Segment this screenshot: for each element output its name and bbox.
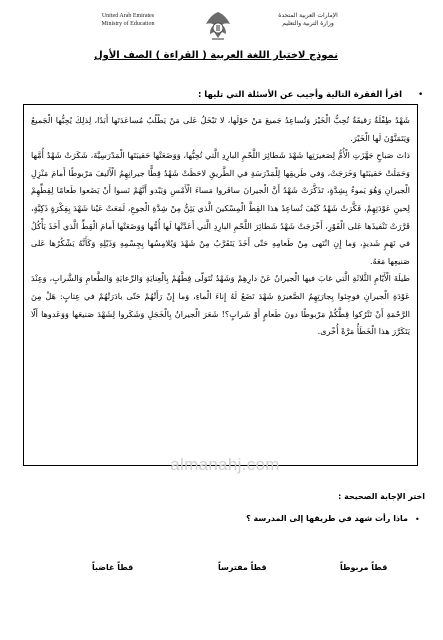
ministry-ar-line2: وزارة التربية والتعليم <box>282 20 334 27</box>
exam-title: نموذج لاختبار اللغة العربية ( القراءة ) الصف الأول <box>93 50 339 61</box>
ministry-name-arabic <box>262 12 354 28</box>
question-bullet-icon: • <box>415 515 420 524</box>
passage-paragraph-1: شَهْدُ طِفْلَةٌ رَقيقَةٌ تُحِبُّ الْخَيْرَ وَتُساعِدُ جَميعَ مَنْ حَوْلَها، لا تَبْخَلُ عَلى مَنْ يَطْلُبُ مُساعَدَتَها أَبَدًا، لِذلِكَ يُحِبُّها الْجَميعُ وَيَتَمَنَّوْنَ لَها الْخَيْرَ. <box>31 115 410 143</box>
instruction-bullet-icon: • <box>418 90 424 100</box>
reading-instruction: اقرأ الفقرة التالية وأجيب عن الأسئلة التي تليها : <box>197 90 402 100</box>
answer-option-2[interactable]: قطاً مفترساً <box>218 563 267 572</box>
answer-option-1[interactable]: قطاً مربوطاً <box>340 563 388 572</box>
question-1: ماذا رأت شهد في طريقها إلى المدرسة ؟ <box>246 514 408 523</box>
passage-paragraph-2: ذاتَ صَباحٍ جَهَّزَتِ الْأُمُّ لِصَغيرَتِها شَهْدَ شَطائِرَ اللَّحْمِ البارِدِ الَّتي تُحِبُّها، وَوَضَعَتْها حَقيبَتَها الْمَدْرَسِيَّةَ، شَكَرَتْ شَهْدُ أُمَّها وَحَمَلَتْ حَقيبَتَها وَخَرَجَتْ، وَفي طَريقِها لِلْمَدْرَسَةِ في الطَّريقِ لاحَظَتْ شَهْدُ قِطًّا جيرانِهِمُ الْأَليفَ مَرْبوطًا أَمامَ مَنْزِلِ الْجيرانِ وَهُوَ يَموءُ بِشِدَّةٍ، تَذَكَّرَتْ شَهْدُ أَنَّ الْجيرانَ سافَروا مَساءَ الْأَمْسِ وَيَبْدو أَنَّهُمْ نَسوا أَنْ يَضَعوا طَعامًا لِقِطِّهِمْ لِحينِ عَوْدَتِهِمْ، فَكَّرَتْ شَهْدُ كَيْفَ تُساعِدُ هذا القِطَّ الْمِسْكينَ الَّذي يَئِنُّ مِنْ شِدَّةِ الْجوعِ، لَمَعَتْ عَيْنا شَهْدَ بِفِكْرَةٍ ذَكِيَّةٍ، قَرَّرَتْ تَنْفيذَها عَلى الْفَوْرِ، أَخْرَجَتْ شَهْدُ شَطائِرَ اللَّحْمِ البارِدِ الَّتي أَعَدَّتْها لَها أُمُّها وَوَضَعَتْها أَمامَ الْقِطِّ الَّذي أَخَذَ يَأْكُلُ في نَهَمٍ شَديدٍ، وَما إِنِ انْتَهى مِنْ طَعامِهِ حَتّى أَخَذَ يَتَقَرَّبُ مِنْ شَهْدَ وَيُلامِسُها بِجِسْمِهِ وَذَيْلِهِ وَكَأَنَّهُ يَشْكُرُها عَلى صَنيعِها مَعَهُ. <box>31 150 410 266</box>
passage-paragraph-3: طيلَةَ الْأَيّامِ الثَّلاثَةِ الَّتي غابَ فيها الْجيرانُ عَنْ دارِهِمْ وَشَهْدُ تُتَوَلّى قِطَّهُمْ بِالْعِنايَةِ وَالرِّعايَةِ وَالطَّعامِ وَالشَّرابِ، وَعِنْدَ عَوْدَةِ الْجيرانِ فوجِئوا بِجارَتِهِمُ الصَّغيرَةِ شَهْدَ تَضَعُ لَهُ إِناءَ الْماءِ، وَما إِنْ رَأَتْهُمْ حَتّى بادَرَتْهُمْ في عِتابٍ: هَلْ مِنَ الرَّحْمَةِ أَنْ تَتْرُكوا قِطَّكُمْ مَرْبوطًا دونَ طَعامٍ أَوْ شَرابٍ؟! شَعَرَ الْجيرانُ بِالْخَجَلِ وَشَكَروا لِشَهْدَ صَنيعَها وَوَعَدوها أَلّا يَتَكَرَّرَ هذا الْخَطَأُ مَرَّةً أُخْرى. <box>31 273 410 337</box>
uae-emblem-icon <box>198 8 238 44</box>
choose-answer-label: اختر الإجابة الصحيحة : <box>338 492 425 501</box>
reading-passage <box>31 112 410 341</box>
ministry-en-line2: Ministry of Education <box>101 21 155 27</box>
ministry-name-english <box>88 12 168 28</box>
watermark: almanahj.com <box>170 455 280 474</box>
answer-option-3[interactable]: قطاً غاضباً <box>92 563 134 572</box>
ministry-ar-line1: الإمارات العربية المتحدة <box>278 12 338 19</box>
ministry-en-line1: United Arab Emirates <box>101 13 155 19</box>
